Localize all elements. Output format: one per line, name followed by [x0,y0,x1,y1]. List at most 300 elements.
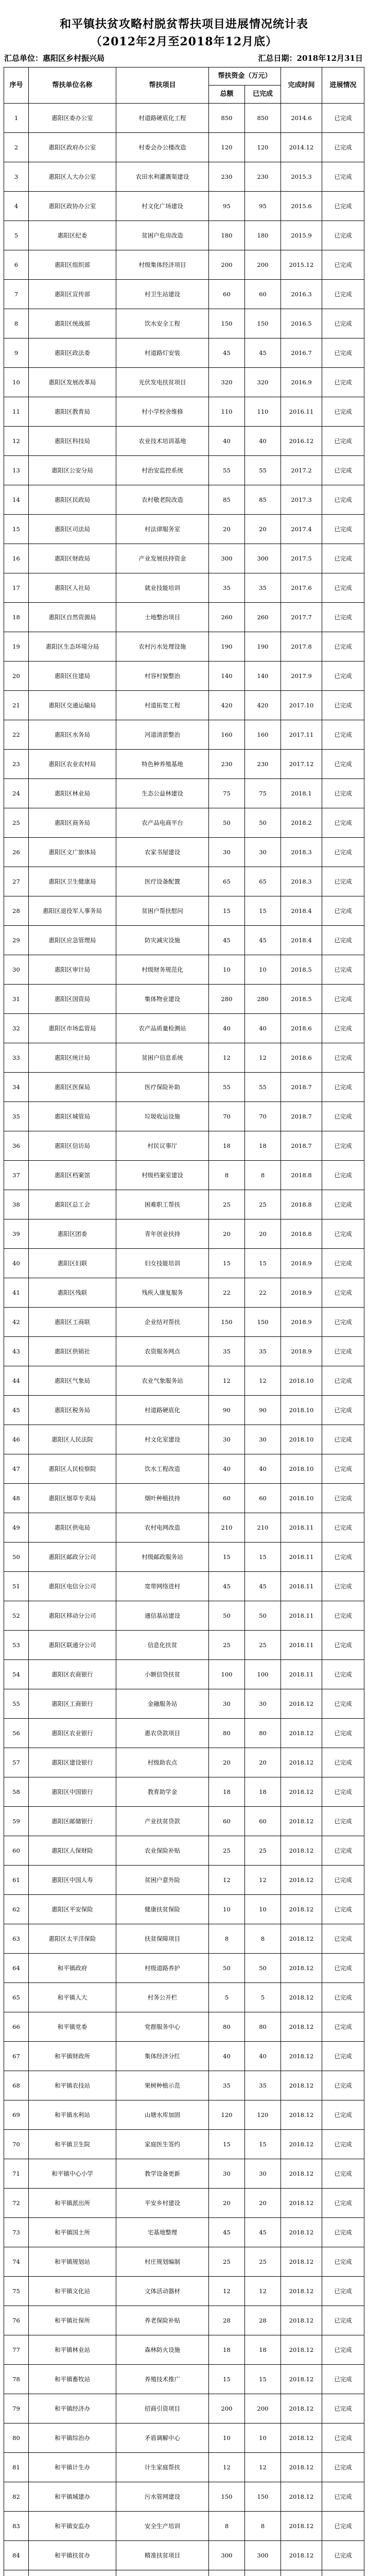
cell-date: 2018.10 [281,1366,322,1396]
cell-no: 31 [4,985,29,1014]
table-row [4,662,364,691]
cell-no: 78 [4,2365,29,2394]
cell-date: 2018.12 [281,1895,322,1924]
table-row [4,955,364,985]
cell-done: 8 [245,1924,281,1954]
cell-done: 8 [245,1161,281,1190]
cell-status: 已完成 [322,2012,364,2042]
cell-total: 420 [209,691,245,720]
table-row [4,632,364,662]
cell-org: 惠阳区组织部 [29,250,116,280]
table-row [4,1131,364,1161]
cell-date: 2015.12 [281,250,322,280]
cell-date: 2017.11 [281,720,322,750]
cell-total: 60 [209,1484,245,1513]
cell-status: 已完成 [322,1748,364,1777]
table-row [4,2512,364,2541]
cell-done: 180 [245,221,281,250]
table-row [4,1777,364,1807]
cell-date: 2018.3 [281,867,322,896]
cell-no: 46 [4,1425,29,1454]
cell-no: 34 [4,1073,29,1102]
table-row [4,1601,364,1631]
table-row [4,2247,364,2277]
cell-status: 已完成 [322,691,364,720]
cell-no [4,2570,29,2576]
cell-project: 村道路硬底化 [116,1396,209,1425]
cell-project: 残疾人康复服务 [116,1278,209,1308]
cell-org: 惠阳区卫生健康局 [29,867,116,896]
cell-date: 2018.12 [281,1924,322,1954]
cell-done: 12 [245,2277,281,2306]
cell-done: 55 [245,456,281,485]
cell-no: 69 [4,2100,29,2130]
cell-date: 2018.10 [281,1454,322,1484]
cell-done: 30 [245,2159,281,2189]
cell-total: 300 [209,2541,245,2570]
cell-done: 10 [245,2424,281,2453]
cell-done: 45 [245,338,281,368]
cell-org: 惠阳区人民法院 [29,1425,116,1454]
cell-no: 83 [4,2512,29,2541]
cell-status: 已完成 [322,1014,364,1043]
cell-total: 230 [209,162,245,192]
table-row [4,1836,364,1866]
cell-total: 90 [209,1396,245,1425]
cell-date: 2016.12 [281,427,322,456]
cell-status: 已完成 [322,309,364,338]
cell-org: 惠阳区财政局 [29,544,116,573]
cell-total: 25 [209,1836,245,1866]
cell-org: 惠阳区自然资源局 [29,603,116,632]
cell-org: 和平镇党委 [29,2012,116,2042]
cell-project: 饮水安全工程 [116,309,209,338]
cell-date: 2018.12 [281,2306,322,2335]
cell-date: 2018.12 [281,1689,322,1719]
cell-total: 50 [209,1954,245,1983]
cell-no: 19 [4,632,29,662]
cell-total: 45 [209,338,245,368]
cell-no: 8 [4,309,29,338]
cell-date: 2018.9 [281,1337,322,1366]
cell-no: 20 [4,662,29,691]
cell-status [322,2570,364,2576]
cell-date: 2018.12 [281,2012,322,2042]
cell-date: 2018.12 [281,1983,322,2012]
table-row [4,368,364,397]
cell-no: 12 [4,427,29,456]
cell-project: 困难职工帮扶 [116,1190,209,1219]
cell-project: 村级档案室建设 [116,1161,209,1190]
table-row [4,1249,364,1278]
cell-date: 2018.6 [281,1043,322,1073]
cell-org: 和平镇文化站 [29,2277,116,2306]
cell-status: 已完成 [322,1454,364,1484]
cell-date: 2014.6 [281,104,322,133]
cell-total: 200 [209,250,245,280]
cell-date: 2018.9 [281,1249,322,1278]
cell-date: 2018.12 [281,2247,322,2277]
cell-project: 宅基地整理 [116,2218,209,2247]
table-body [4,104,364,2576]
cell-total: 12 [209,1366,245,1396]
cell-done: 35 [245,2071,281,2100]
cell-date: 2018.8 [281,1190,322,1219]
cell-project: 招商引资项目 [116,2394,209,2424]
cell-total: 85 [209,485,245,515]
cell-org: 惠阳区供销社 [29,1337,116,1366]
cell-total: 65 [209,867,245,896]
cell-project: 光伏发电扶贫项目 [116,368,209,397]
cell-date: 2018.11 [281,1660,322,1689]
cell-org: 惠阳区气象局 [29,1366,116,1396]
cell-total: 55 [209,456,245,485]
table-row [4,1631,364,1660]
cell-project: 农业气象服务站 [116,1366,209,1396]
cell-status: 已完成 [322,896,364,926]
cell-date: 2018.12 [281,2365,322,2394]
cell-project: 产业扶贫贷款 [116,1807,209,1836]
cell-done: 40 [245,1454,281,1484]
cell-org: 惠阳区工商银行 [29,1689,116,1719]
table-row [4,544,364,573]
table-row [4,779,364,808]
cell-no: 27 [4,867,29,896]
cell-org: 惠阳区文广旅体局 [29,838,116,867]
cell-project: 就业技能培训 [116,573,209,603]
cell-no: 35 [4,1102,29,1131]
cell-date: 2017.10 [281,691,322,720]
cell-no: 60 [4,1836,29,1866]
cell-total: 8 [209,2512,245,2541]
cell-done: 65 [245,867,281,896]
cell-status: 已完成 [322,2218,364,2247]
cell-status: 已完成 [322,2335,364,2365]
cell-done: 70 [245,1102,281,1131]
header-status: 进展情况 [322,67,364,104]
cell-status: 已完成 [322,808,364,838]
cell-project: 文体活动器材 [116,2277,209,2306]
table-row [4,1954,364,1983]
cell-org: 和平镇畜牧站 [29,2365,116,2394]
cell-status: 已完成 [322,1954,364,1983]
cell-org: 和平镇中心小学 [29,2159,116,2189]
cell-no: 74 [4,2247,29,2277]
cell-no: 56 [4,1719,29,1748]
cell-date: 2018.12 [281,2482,322,2512]
cell-date: 2018.12 [281,2335,322,2365]
cell-total: 70 [209,1102,245,1131]
table-row [4,338,364,368]
cell-done: 60 [245,1807,281,1836]
cell-status: 已完成 [322,368,364,397]
cell-date: 2018.12 [281,2453,322,2482]
cell-status: 已完成 [322,1513,364,1543]
cell-project: 村道拓宽工程 [116,691,209,720]
cell-total: 35 [209,1337,245,1366]
cell-done: 190 [245,632,281,662]
cell-org: 惠阳区住建局 [29,662,116,691]
table-row [4,926,364,955]
cell-no: 49 [4,1513,29,1543]
cell-org: 惠阳区建设银行 [29,1748,116,1777]
cell-date: 2018.11 [281,1601,322,1631]
cell-org: 惠阳区供电局 [29,1513,116,1543]
cell-org: 惠阳区退役军人事务局 [29,896,116,926]
cell-project: 村庄规划编制 [116,2247,209,2277]
cell-org: 惠阳区统战部 [29,309,116,338]
table-row [4,603,364,632]
cell-date: 2018.3 [281,838,322,867]
cell-status: 已完成 [322,192,364,221]
cell-total: 10 [209,2424,245,2453]
table-row [4,2159,364,2189]
cell-date: 2018.12 [281,1866,322,1895]
cell-date: 2018.2 [281,808,322,838]
cell-done: 110 [245,397,281,427]
cell-done: 420 [245,691,281,720]
cell-done: 15 [245,1249,281,1278]
cell-org: 惠阳区发展改革局 [29,368,116,397]
cell-total: 160 [209,720,245,750]
cell-done: 25 [245,1631,281,1660]
cell-status: 已完成 [322,1660,364,1689]
cell-done: 12 [245,2453,281,2482]
table-row [4,1073,364,1102]
table-row [4,1484,364,1513]
cell-status: 已完成 [322,2306,364,2335]
cell-status: 已完成 [322,838,364,867]
cell-status: 已完成 [322,1337,364,1366]
cell-done: 40 [245,2042,281,2071]
cell-status: 已完成 [322,162,364,192]
cell-project: 农业技术培训基地 [116,427,209,456]
cell-date: 2017.3 [281,485,322,515]
table-row [4,1866,364,1895]
cell-date: 2018.12 [281,2541,322,2570]
table-row [4,1366,364,1396]
cell-project: 惠农贷款项目 [116,1719,209,1748]
cell-no: 44 [4,1366,29,1396]
cell-date: 2018.9 [281,1278,322,1308]
cell-no: 11 [4,397,29,427]
cell-org: 惠阳区应急管理局 [29,926,116,955]
cell-project: 村道路灯安装 [116,338,209,368]
cell-project: 防灾减灾设施 [116,926,209,955]
title-line-1: 和平镇扶贫攻略村脱贫帮扶项目进展情况统计表 [59,18,308,31]
cell-date: 2016.3 [281,280,322,309]
table-row [4,250,364,280]
cell-project: 贫困户危房改造 [116,221,209,250]
cell-status: 已完成 [322,779,364,808]
cell-done: 28 [245,2306,281,2335]
cell-total: 22 [209,1278,245,1308]
cell-total: 40 [209,427,245,456]
table-row [4,2071,364,2100]
cell-no: 51 [4,1572,29,1601]
cell-done: 55 [245,1073,281,1102]
cell-no: 24 [4,779,29,808]
cell-no: 25 [4,808,29,838]
cell-status: 已完成 [322,1866,364,1895]
cell-date: 2018.12 [281,1777,322,1807]
table-row [4,1513,364,1543]
cell-total: 200 [209,2394,245,2424]
cell-done: 20 [245,1748,281,1777]
cell-status: 已完成 [322,427,364,456]
cell-status: 已完成 [322,1278,364,1308]
cell-date: 2018.10 [281,1484,322,1513]
cell-done: 100 [245,1660,281,1689]
table-row [4,1337,364,1366]
cell-status: 已完成 [322,926,364,955]
cell-no: 67 [4,2042,29,2071]
cell-date: 2018.9 [281,1308,322,1337]
table-row [4,2277,364,2306]
cell-done: 200 [245,250,281,280]
cell-org: 惠阳区中国银行 [29,1777,116,1807]
cell-done: 25 [245,1836,281,1866]
cell-project: 村容村貌整治 [116,662,209,691]
table-row [4,1396,364,1425]
cell-status: 已完成 [322,1924,364,1954]
cell-status: 已完成 [322,1807,364,1836]
cell-org: 和平镇综治办 [29,2424,116,2453]
cell-done: 10 [245,1895,281,1924]
cell-org: 惠阳区团委 [29,1219,116,1249]
cell-project: 金融服务站 [116,1689,209,1719]
cell-no: 41 [4,1278,29,1308]
cell-org: 和平镇派出所 [29,2189,116,2218]
cell-no: 68 [4,2071,29,2100]
cell-done: 80 [245,1719,281,1748]
cell-done: 210 [245,1513,281,1543]
cell-project: 污水管网建设 [116,2482,209,2512]
cell-status: 已完成 [322,1161,364,1190]
cell-project: 饮水工程改造 [116,1454,209,1484]
cell-total: 50 [209,1601,245,1631]
table-row [4,1308,364,1337]
cell-total: 15 [209,2130,245,2159]
cell-no: 29 [4,926,29,955]
header-total: 总额 [209,86,245,104]
cell-status: 已完成 [322,1777,364,1807]
cell-done: 95 [245,192,281,221]
table-row [4,1102,364,1131]
table-row [4,2012,364,2042]
cell-project: 生态公益林建设 [116,779,209,808]
title-line-2: （2012年2月至2018年12月底） [90,35,278,48]
table-row [4,2218,364,2247]
cell-done: 260 [245,603,281,632]
cell-project: 企业结对帮扶 [116,1308,209,1337]
cell-org: 和平镇政府 [29,1954,116,1983]
cell-done: 35 [245,1337,281,1366]
cell-date: 2015.6 [281,192,322,221]
cell-org: 惠阳区农商银行 [29,1660,116,1689]
cell-status: 已完成 [322,1895,364,1924]
cell-org: 惠阳区邮储银行 [29,1807,116,1836]
cell-total: 95 [209,192,245,221]
cell-org: 惠阳区人社局 [29,573,116,603]
cell-total: 230 [209,750,245,779]
cell-status: 已完成 [322,662,364,691]
cell-org: 惠阳区科技局 [29,427,116,456]
cell-project [116,2570,209,2576]
cell-no: 17 [4,573,29,603]
cell-project: 通信基站建设 [116,1601,209,1631]
cell-project: 妇女技能培训 [116,1249,209,1278]
cell-project: 村文化室建设 [116,1425,209,1454]
cell-date [281,2570,322,2576]
project-table [4,67,364,2576]
cell-done: 35 [245,573,281,603]
cell-date: 2018.11 [281,1631,322,1660]
cell-no: 13 [4,456,29,485]
cell-no: 53 [4,1631,29,1660]
cell-org: 惠阳区政府办公室 [29,133,116,162]
table-row [4,1043,364,1073]
cell-org: 惠阳区烟草专卖局 [29,1484,116,1513]
table-row [4,1190,364,1219]
cell-project: 贫困户信息系统 [116,1043,209,1073]
cell-done: 80 [245,2012,281,2042]
cell-total: 850 [209,104,245,133]
cell-done: 8 [245,2512,281,2541]
cell-date: 2018.12 [281,2042,322,2071]
cell-status: 已完成 [322,2424,364,2453]
cell-status: 已完成 [322,1102,364,1131]
cell-status: 已完成 [322,955,364,985]
cell-org: 惠阳区司法局 [29,515,116,544]
cell-total: 60 [209,1807,245,1836]
cell-total: 55 [209,1073,245,1102]
cell-total: 110 [209,397,245,427]
cell-total: 8 [209,1924,245,1954]
header-funds: 帮扶资金（万元） [209,67,281,86]
table-row [4,867,364,896]
cell-done: 150 [245,309,281,338]
cell-project: 计生家庭帮扶 [116,2453,209,2482]
cell-no: 26 [4,838,29,867]
cell-date: 2018.11 [281,1513,322,1543]
cell-date: 2014.12 [281,133,322,162]
cell-total: 28 [209,2306,245,2335]
cell-total: 40 [209,1454,245,1484]
cell-no: 64 [4,1954,29,1983]
cell-date: 2017.5 [281,544,322,573]
cell-date: 2017.8 [281,632,322,662]
table-row [4,515,364,544]
cell-total: 280 [209,985,245,1014]
cell-no: 33 [4,1043,29,1073]
cell-project: 贫困户帮扶慰问 [116,896,209,926]
cell-total: 150 [209,1308,245,1337]
table-row [4,2482,364,2512]
cell-total: 50 [209,808,245,838]
cell-done: 30 [245,1425,281,1454]
cell-status: 已完成 [322,1543,364,1572]
table-row [4,1278,364,1308]
cell-done: 120 [245,2100,281,2130]
cell-project: 河道清淤整治 [116,720,209,750]
cell-status: 已完成 [322,603,364,632]
cell-total: 80 [209,1719,245,1748]
cell-no: 42 [4,1308,29,1337]
cell-no: 45 [4,1396,29,1425]
cell-done: 50 [245,808,281,838]
cell-done: 22 [245,1278,281,1308]
